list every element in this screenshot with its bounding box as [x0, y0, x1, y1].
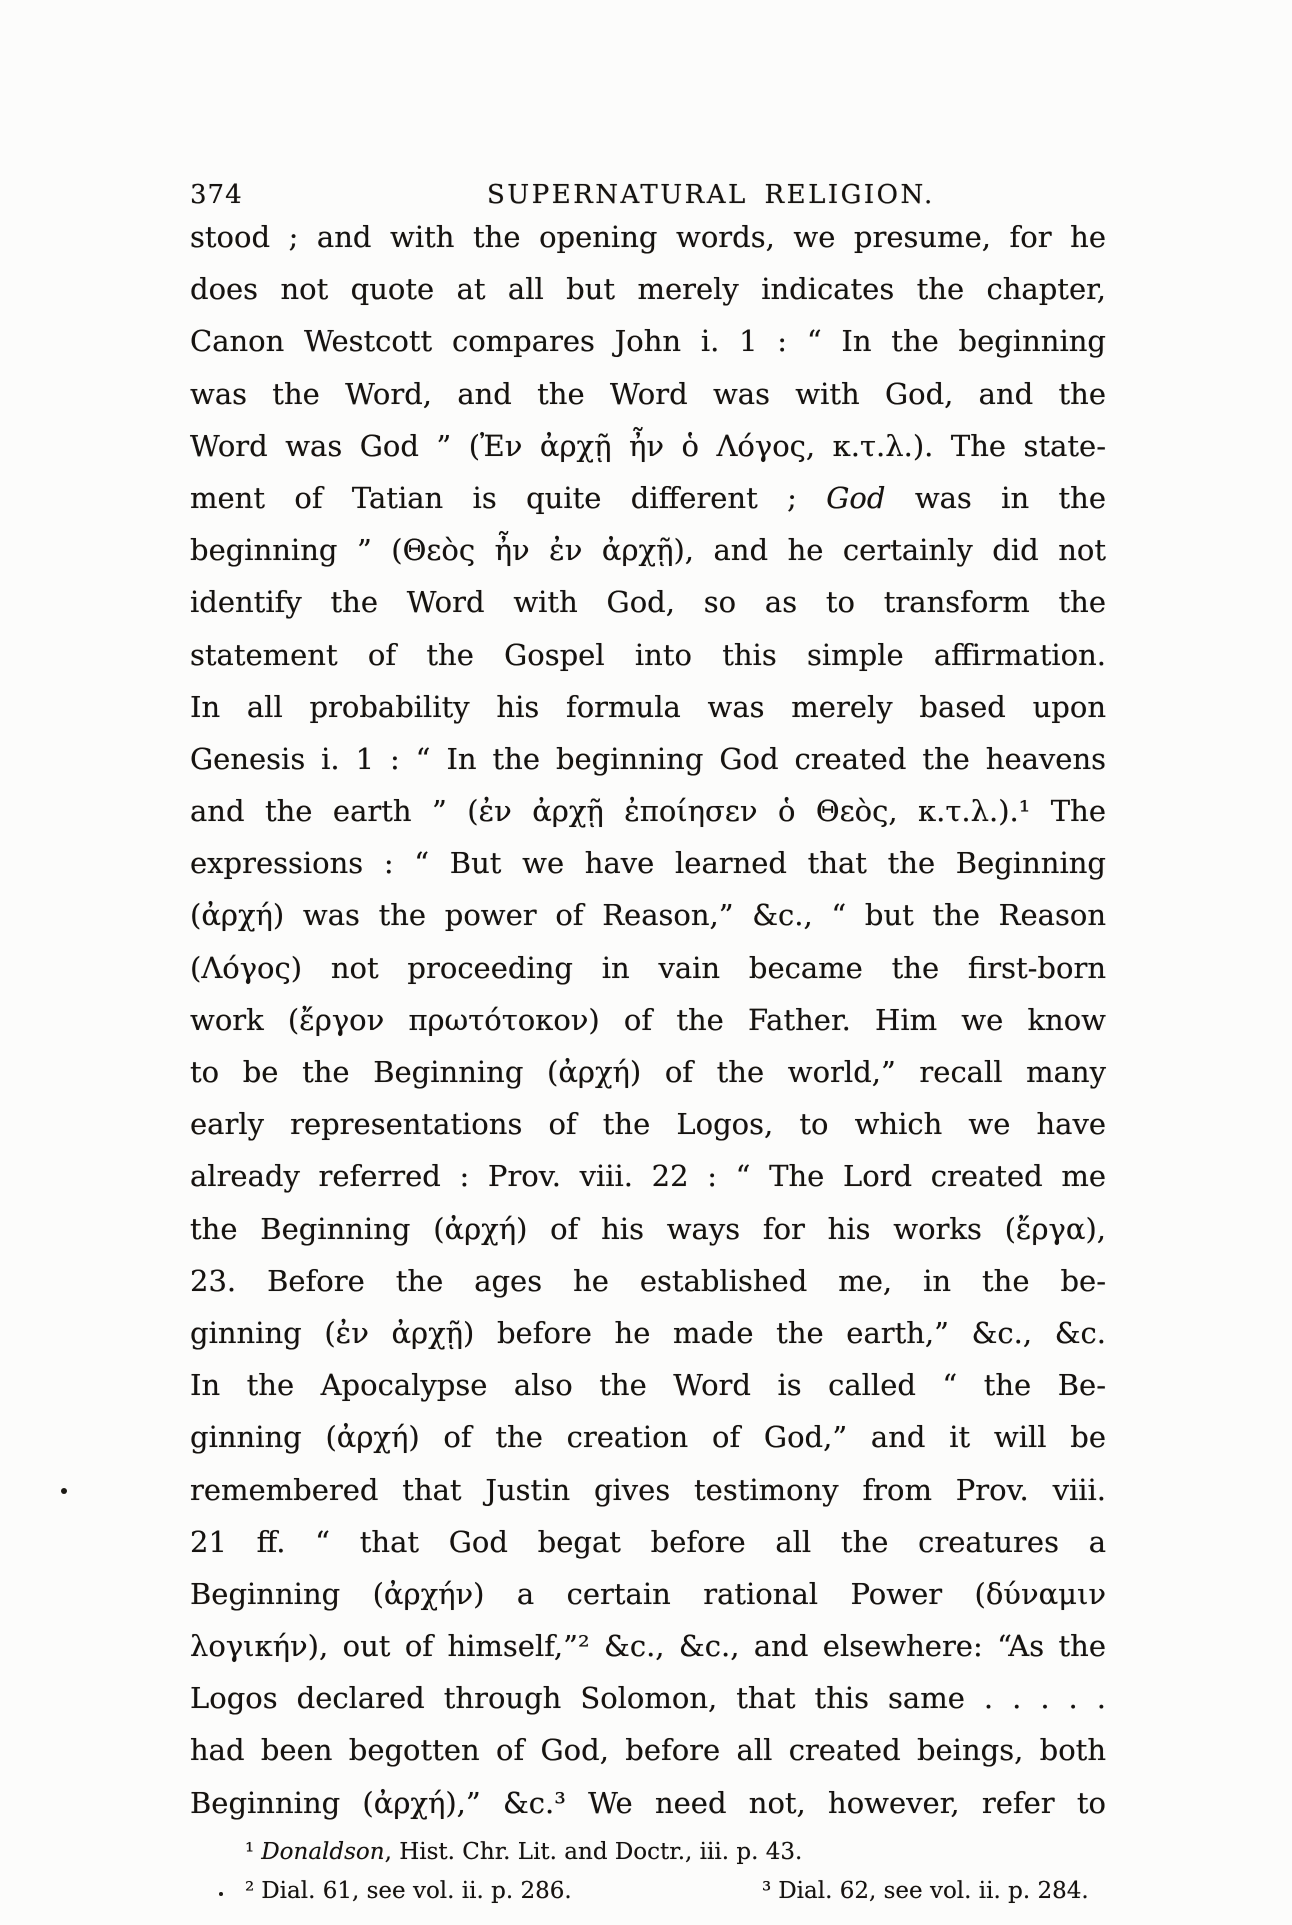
body-line: λογικήν), out of himself,”² &c., &c., and elsewhere: “As the — [190, 1629, 1106, 1664]
body-line-segment: was in the — [885, 480, 1106, 515]
footnote-1-marker: ¹ — [245, 1839, 255, 1865]
body-line: beginning ” (Θεὸς ἦν ἐν ἀρχῇ), and he certainly did not — [190, 533, 1106, 568]
body-line: ginning (ἀρχή) of the creation of God,” and it will be — [190, 1420, 1106, 1455]
footnote-row — [190, 1872, 1106, 1911]
body-line: Logos declared through Solomon, that this same . . . . . — [190, 1681, 1106, 1716]
body-line: already referred : Prov. viii. 22 : “ The Lord created me — [190, 1159, 1106, 1194]
body-line: Beginning (ἀρχήν) a certain rational Power (δύναμιν — [190, 1576, 1106, 1611]
footnote-2-text: Dial. 61, see vol. ii. p. 286. — [261, 1878, 572, 1904]
footnote-1-text: , Hist. Chr. Lit. and Doctr., iii. p. 43. — [384, 1839, 803, 1865]
body-line: In all probability his formula was merely based upon — [190, 689, 1106, 724]
body-line: does not quote at all but merely indicates the chapter, — [190, 272, 1106, 307]
running-title: SUPERNATURAL RELIGION. — [487, 180, 935, 210]
body-line: statement of the Gospel into this simple affirmation. — [190, 637, 1106, 672]
body-text — [190, 211, 1106, 1829]
body-line: ginning (ἐν ἀρχῇ) before he made the earth,” &c., &c. — [190, 1315, 1106, 1350]
body-line: and the earth ” (ἐν ἀρχῇ ἐποίησεν ὁ Θεὸς, κ.τ.λ.).¹ The — [190, 794, 1106, 829]
body-line: early representations of the Logos, to which we have — [190, 1107, 1106, 1142]
footnote-2 — [190, 1872, 572, 1911]
footnote-1 — [190, 1833, 1106, 1872]
body-line: work (ἔργον πρωτότοκον) of the Father. Him we know — [190, 1002, 1106, 1037]
body-line: Beginning (ἀρχή),” &c.³ We need not, however, refer to — [190, 1785, 1106, 1820]
body-line: 23. Before the ages he established me, in the be- — [190, 1263, 1106, 1298]
body-line: expressions : “ But we have learned that the Beginning — [190, 846, 1106, 881]
page-number: 374 — [190, 180, 243, 210]
ink-speck — [61, 1488, 67, 1494]
body-line: Canon Westcott compares John i. 1 : “ In the beginning — [190, 324, 1106, 359]
body-line-segment: ment of Tatian is quite different ; — [190, 480, 827, 515]
footnotes — [190, 1833, 1106, 1911]
body-line: 21 ff. “ that God begat before all the creatures a — [190, 1524, 1106, 1559]
body-line: remembered that Justin gives testimony from Prov. viii. — [190, 1472, 1106, 1507]
ink-speck — [219, 1892, 223, 1896]
body-line: Word was God ” (Ἐν ἀρχῇ ἦν ὁ Λόγος, κ.τ.λ.). The state- — [190, 428, 1106, 463]
footnote-2-marker: ² — [245, 1878, 255, 1904]
body-line: In the Apocalypse also the Word is called “ the Be- — [190, 1368, 1106, 1403]
body-line: was the Word, and the Word was with God, and the — [190, 376, 1106, 411]
body-line: the Beginning (ἀρχή) of his ways for his works (ἔργα), — [190, 1211, 1106, 1246]
body-line: to be the Beginning (ἀρχή) of the world,” recall many — [190, 1055, 1106, 1089]
footnote-3-marker: ³ — [762, 1878, 772, 1904]
body-line: identify the Word with God, so as to transform the — [190, 585, 1106, 620]
body-line — [190, 472, 1106, 524]
footnote-1-author: Donaldson — [261, 1839, 385, 1865]
body-line: had been begotten of God, before all created beings, both — [190, 1733, 1106, 1768]
body-line: stood ; and with the opening words, we presume, for he — [190, 220, 1106, 254]
body-line-italic-word: God — [826, 480, 886, 515]
footnote-3-text: Dial. 62, see vol. ii. p. 284. — [778, 1878, 1089, 1904]
footnote-3 — [762, 1872, 1089, 1911]
body-line: (Λόγος) not proceeding in vain became the first-born — [190, 950, 1106, 985]
body-line: (ἀρχή) was the power of Reason,” &c., “ but the Reason — [190, 898, 1106, 933]
body-line: Genesis i. 1 : “ In the beginning God created the heavens — [190, 741, 1106, 776]
